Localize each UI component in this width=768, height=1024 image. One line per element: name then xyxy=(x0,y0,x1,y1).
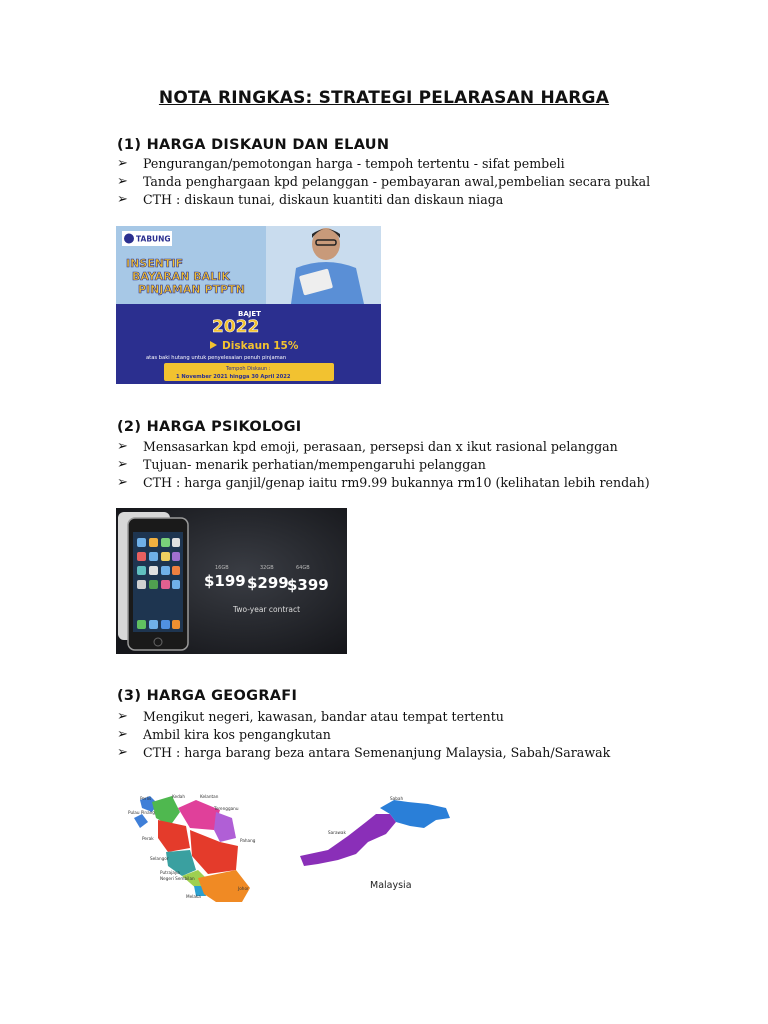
price-399: $399 xyxy=(287,576,329,594)
arrow-bullet-icon: ➢ xyxy=(117,439,128,454)
list-item: ➢ Tanda penghargaan kpd pelanggan - pembayaran awal,pembelian secara pukal xyxy=(117,174,651,189)
bullet-list-discount xyxy=(117,155,650,209)
budget-year: 2022 xyxy=(212,317,260,337)
list-item: ➢ CTH : harga ganjil/genap iaitu rm9.99 bukannya rm10 (kelihatan lebih rendah) xyxy=(117,475,650,490)
page-title: NOTA RINGKAS: STRATEGI PELARASAN HARGA xyxy=(158,88,610,108)
malaysia-map-image xyxy=(128,778,458,916)
section-heading-discount: (1) HARGA DISKAUN DAN ELAUN xyxy=(117,137,390,153)
capacity-64gb: 64GB xyxy=(296,565,310,571)
label-putrajaya: Putrajaya xyxy=(160,870,180,875)
bullet-list-geography xyxy=(117,708,610,762)
label-melaka: Melaka xyxy=(186,894,201,899)
capacity-32gb: 32GB xyxy=(260,565,274,571)
arrow-bullet-icon: ➢ xyxy=(117,745,128,760)
iphone-pricing-image xyxy=(116,508,347,654)
label-pahang: Pahang xyxy=(240,838,256,843)
arrow-bullet-icon: ➢ xyxy=(117,709,128,724)
period-text: 1 November 2021 hingga 30 April 2022 xyxy=(176,374,291,380)
section-heading-geography: (3) HARGA GEOGRAFI xyxy=(117,688,298,704)
ad-headline-3: PINJAMAN PTPTN xyxy=(138,283,245,296)
list-item: ➢ CTH : harga barang beza antara Semenanjung Malaysia, Sabah/Sarawak xyxy=(117,745,611,760)
label-perlis: Perlis xyxy=(140,796,152,801)
arrow-bullet-icon: ➢ xyxy=(117,174,128,189)
arrow-bullet-icon: ➢ xyxy=(117,457,128,472)
ptptn-discount-ad-image xyxy=(116,226,381,384)
country-label: Malaysia xyxy=(370,880,412,891)
ptptn-logo-text: TABUNG xyxy=(136,234,171,244)
list-item: ➢ Mengikut negeri, kawasan, bandar atau tempat tertentu xyxy=(117,709,504,724)
ad-headline-1: INSENTIF xyxy=(126,257,184,270)
list-item: ➢ Ambil kira kos pengangkutan xyxy=(117,727,331,742)
discount-text: Diskaun 15% xyxy=(222,340,299,352)
arrow-bullet-icon: ➢ xyxy=(117,192,128,207)
label-kelantan: Kelantan xyxy=(200,794,219,799)
budget-label: BAJET xyxy=(238,310,261,318)
section-heading-psychology: (2) HARGA PSIKOLOGI xyxy=(117,419,302,435)
contract-caption: Two-year contract xyxy=(233,605,301,614)
label-sarawak: Sarawak xyxy=(328,830,346,835)
price-199: $199 xyxy=(204,572,246,590)
arrow-bullet-icon: ➢ xyxy=(117,727,128,742)
list-item: ➢ CTH : diskaun tunai, diskaun kuantiti dan diskaun niaga xyxy=(117,192,504,207)
label-kedah: Kedah xyxy=(172,794,185,799)
label-perak: Perak xyxy=(142,836,154,841)
list-item: ➢ Mensasarkan kpd emoji, perasaan, persepsi dan x ikut rasional pelanggan xyxy=(117,439,618,454)
list-item: ➢ Tujuan- menarik perhatian/mempengaruhi pelanggan xyxy=(117,457,486,472)
ad-headline-2: BAYARAN BALIK xyxy=(132,270,230,283)
arrow-bullet-icon: ➢ xyxy=(117,475,128,490)
capacity-16gb: 16GB xyxy=(215,565,229,571)
label-pulau-pinang: Pulau Pinang xyxy=(128,810,155,815)
discount-note: atas baki hutang untuk penyelesaian penuh pinjaman xyxy=(146,355,287,361)
label-terengganu: Terengganu xyxy=(214,806,239,811)
label-negeri-sembilan: Negeri Sembilan xyxy=(160,876,195,881)
label-johor: Johor xyxy=(238,886,249,891)
bullet-list-psychology xyxy=(117,438,650,492)
arrow-bullet-icon: ➢ xyxy=(117,156,128,171)
period-label: Tempoh Diskaun : xyxy=(226,366,271,372)
label-sabah: Sabah xyxy=(390,796,404,801)
list-item: ➢ Pengurangan/pemotongan harga - tempoh tertentu - sifat pembeli xyxy=(117,156,565,171)
label-selangor: Selangor xyxy=(150,856,169,861)
price-299: $299 xyxy=(247,574,289,592)
